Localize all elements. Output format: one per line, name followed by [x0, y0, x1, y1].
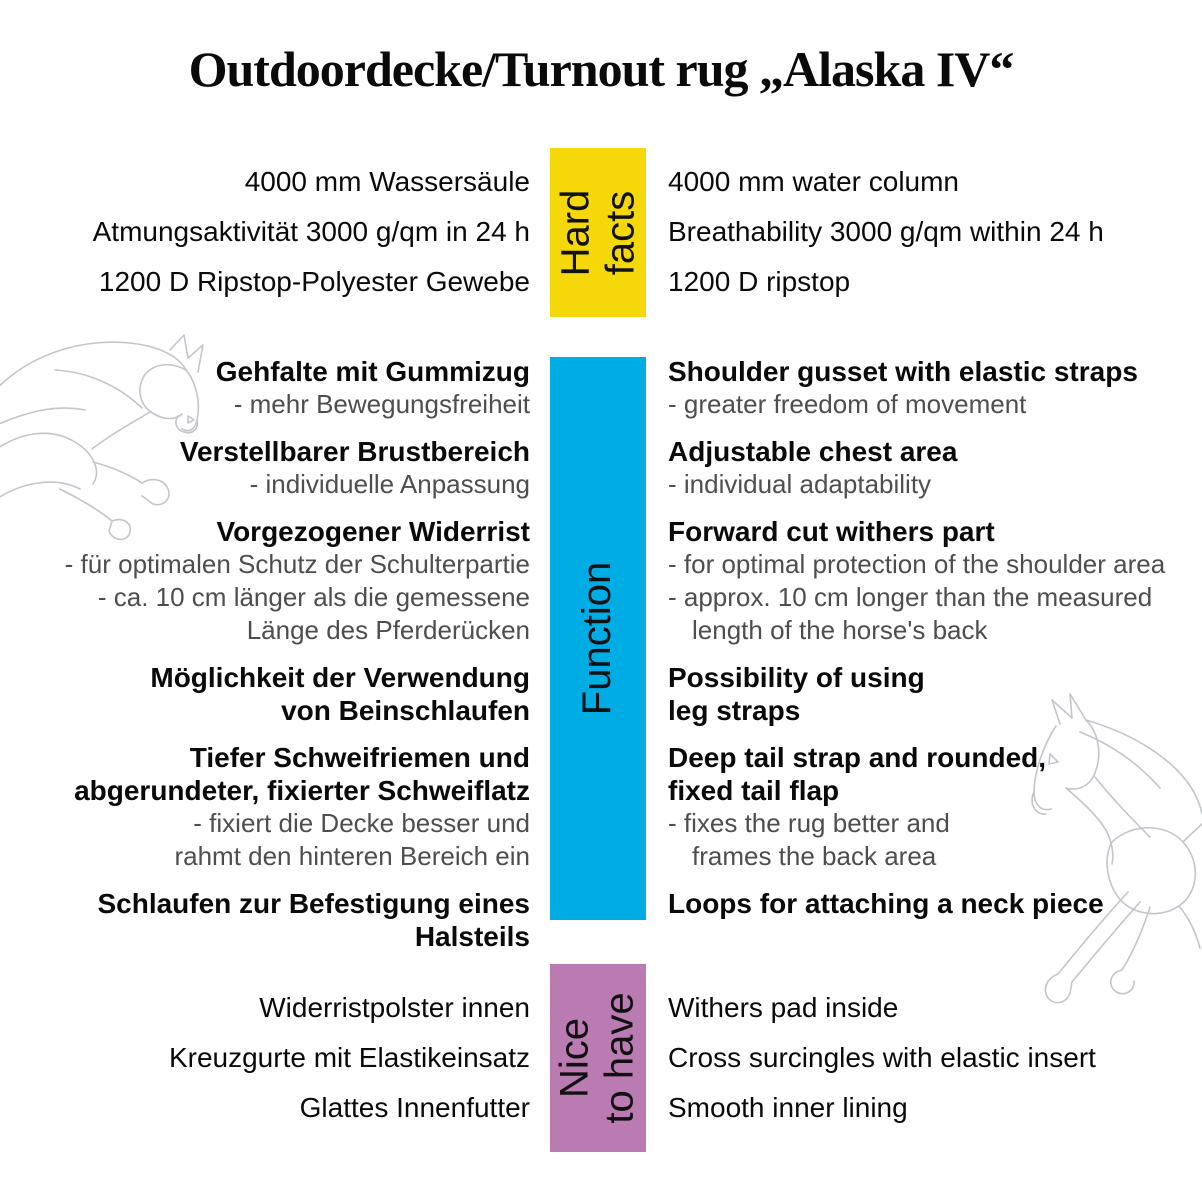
feature-subline: - approx. 10 cm longer than the measured — [668, 582, 1153, 612]
spec-line: Widerristpolster innen — [259, 992, 530, 1023]
feature-subline: - fixiert die Decke besser und — [193, 808, 530, 838]
feature-line: Gehfalte mit Gummizug — [215, 356, 530, 387]
feature-subline: - greater freedom of movement — [668, 389, 1027, 419]
feature-line: Shoulder gusset with elastic straps — [668, 356, 1138, 387]
feature-subline: - individual adaptability — [668, 469, 932, 499]
nice-to-have-german — [169, 983, 530, 1133]
function-band-label: Function — [575, 561, 620, 716]
spec-line: Withers pad inside — [668, 992, 899, 1023]
feature-line: Vorgezogener Widerrist — [216, 516, 530, 547]
function-english — [668, 355, 1165, 920]
feature-line: Adjustable chest area — [668, 436, 958, 467]
feature-line: Possibility of using — [668, 662, 925, 693]
feature-subline: - ca. 10 cm länger als die gemessene — [97, 582, 530, 612]
feature-line: von Beinschlaufen — [281, 695, 530, 726]
feature-subline: - fixes the rug better and — [668, 808, 950, 838]
feature-line: Möglichkeit der Verwendung — [150, 662, 530, 693]
spec-line: 1200 D ripstop — [668, 266, 851, 297]
nice-to-have-english — [668, 983, 1096, 1133]
hard-facts-english — [668, 157, 1104, 307]
spec-line: Cross surcingles with elastic insert — [668, 1042, 1096, 1073]
feature-line: Deep tail strap and rounded, — [668, 742, 1047, 773]
feature-subline: - für optimalen Schutz der Schulterpartie — [64, 549, 530, 579]
page-title: Outdoordecke/Turnout rug „Alaska IV“ — [188, 41, 1014, 97]
hard-facts-band-label: Hard facts — [552, 189, 642, 276]
spec-line: 4000 mm water column — [668, 166, 960, 197]
feature-line: Loops for attaching a neck piece — [668, 888, 1104, 919]
function-band — [550, 357, 646, 920]
feature-line: Forward cut withers part — [668, 516, 995, 547]
feature-subline: Länge des Pferderücken — [246, 615, 530, 645]
feature-line: Verstellbarer Brustbereich — [179, 436, 530, 467]
spec-line: 1200 D Ripstop-Polyester Gewebe — [98, 266, 530, 297]
spec-line: Atmungsaktivität 3000 g/qm in 24 h — [92, 216, 530, 247]
feature-subline: rahmt den hinteren Bereich ein — [174, 841, 530, 871]
nice-to-have-band — [550, 964, 646, 1152]
feature-line: fixed tail flap — [668, 775, 840, 806]
feature-line: abgerundeter, fixierter Schweiflatz — [74, 775, 530, 806]
function-german — [0, 355, 530, 953]
feature-line: leg straps — [668, 695, 801, 726]
nice-to-have-band-label: Nice to have — [553, 992, 642, 1124]
hard-facts-band — [550, 148, 646, 317]
feature-subline: - individuelle Anpassung — [249, 469, 530, 499]
feature-subline: - for optimal protection of the shoulder area — [668, 549, 1166, 579]
feature-line: Schlaufen zur Befestigung eines Halsteils — [97, 888, 530, 952]
spec-line: Glattes Innenfutter — [299, 1092, 530, 1123]
spec-line: 4000 mm Wassersäule — [244, 166, 530, 197]
feature-line: Tiefer Schweifriemen und — [189, 742, 530, 773]
spec-line: Breathability 3000 g/qm within 24 h — [668, 216, 1104, 247]
spec-line: Smooth inner lining — [668, 1092, 908, 1123]
hard-facts-german — [93, 157, 530, 307]
spec-line: Kreuzgurte mit Elastikeinsatz — [168, 1042, 530, 1073]
feature-subline: - mehr Bewegungsfreiheit — [233, 389, 530, 419]
feature-subline: length of the horse's back — [692, 615, 988, 645]
feature-subline: frames the back area — [692, 841, 937, 871]
